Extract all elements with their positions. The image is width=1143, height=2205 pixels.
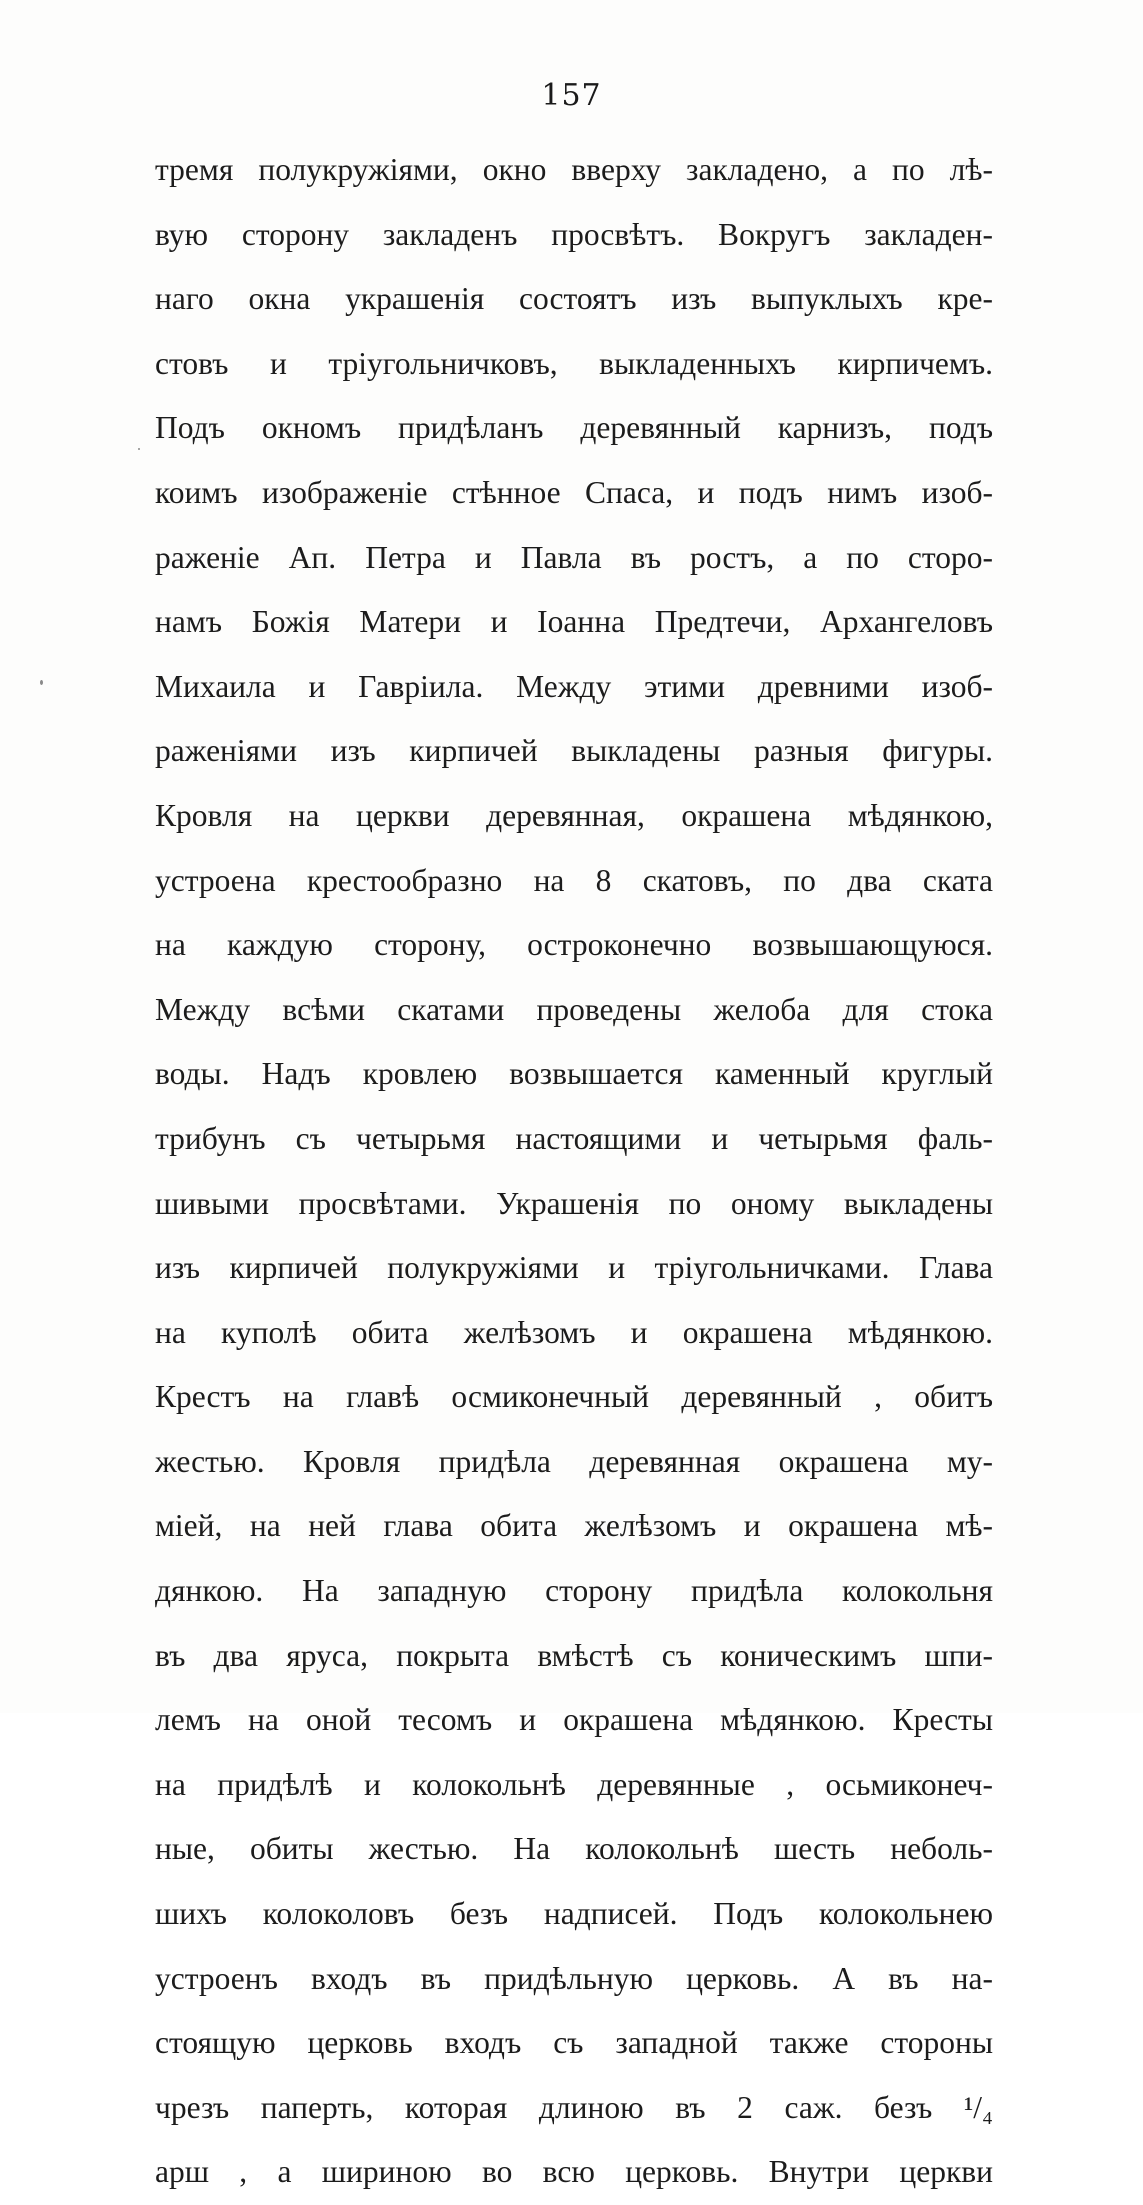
text-line: Подъ окномъ придѣланъ деревянный карнизъ, подъ: [155, 410, 993, 446]
text-line: изъ кирпичей полукружіями и тріугольничками. Глава: [155, 1250, 993, 1286]
text-line: ные, обиты жестью. На колокольнѣ шесть неболь-: [155, 1831, 993, 1867]
text-line: стоящую церковь входъ съ западной также стороны: [155, 2025, 993, 2061]
text-line: устроена крестообразно на 8 скатовъ, по два ската: [155, 862, 993, 898]
text-line: въ два яруса, покрыта вмѣстѣ съ коническимъ шпи-: [155, 1637, 993, 1673]
text-line: шихъ колоколовъ безъ надписей. Подъ колокольнею: [155, 1896, 993, 1932]
text-line: раженіе Ап. Петра и Павла въ ростъ, а по сторо-: [155, 539, 993, 575]
text-line: стовъ и тріугольничковъ, выкладенныхъ кирпичемъ.: [155, 345, 993, 381]
text-line: Крестъ на главѣ осмиконечный деревянный , обитъ: [155, 1379, 993, 1415]
text-line: коимъ изображеніе стѣнное Спаса, и подъ нимъ изоб-: [155, 474, 993, 510]
paper-speck: [40, 680, 43, 685]
text-line: дянкою. На западную сторону придѣла колокольня: [155, 1573, 993, 1609]
text-line: наго окна украшенія состоятъ изъ выпуклыхъ кре-: [155, 281, 993, 317]
text-line: раженіями изъ кирпичей выкладены разныя фигуры.: [155, 733, 993, 769]
text-line: тремя полукружіями, окно вверху закладено, а по лѣ-: [155, 152, 993, 187]
text-line: арш , а шириною во всю церковь. Внутри церкви: [155, 2154, 993, 2190]
text-line: воды. Надъ кровлею возвышается каменный круглый: [155, 1056, 993, 1092]
text-line: Кровля на церкви деревянная, окрашена мѣдянкою,: [155, 797, 993, 833]
text-line: Михаила и Гавріила. Между этими древними изоб-: [155, 668, 993, 704]
text-line: на куполѣ обита желѣзомъ и окрашена мѣдянкою.: [155, 1314, 993, 1350]
text-line: трибунъ съ четырьмя настоящими и четырьмя фаль-: [155, 1120, 993, 1156]
text-line: Между всѣми скатами проведены желоба для стока: [155, 991, 993, 1027]
body-text: [155, 138, 993, 2205]
text-line: міей, на ней глава обита желѣзомъ и окрашена мѣ-: [155, 1508, 993, 1544]
paper-speck: [138, 448, 140, 450]
text-line: устроенъ входъ въ придѣльную церковь. А въ на-: [155, 1960, 993, 1996]
text-line: вую сторону закладенъ просвѣтъ. Вокругъ закладен-: [155, 216, 993, 252]
text-line: намъ Божія Матери и Іоанна Предтечи, Архангеловъ: [155, 604, 993, 640]
page-number: 157: [541, 78, 602, 113]
text-line: на каждую сторону, остроконечно возвышающуюся.: [155, 927, 993, 963]
text-line: чрезъ паперть, которая длиною въ 2 саж. безъ ¹/₄: [155, 2089, 993, 2125]
text-line: жестью. Кровля придѣла деревянная окрашена му-: [155, 1443, 993, 1479]
text-line: на придѣлѣ и колокольнѣ деревянные , осьмиконеч-: [155, 1766, 993, 1802]
text-line: шивыми просвѣтами. Украшенія по оному выкладены: [155, 1185, 993, 1221]
text-line: лемъ на оной тесомъ и окрашена мѣдянкою. Кресты: [155, 1702, 993, 1738]
